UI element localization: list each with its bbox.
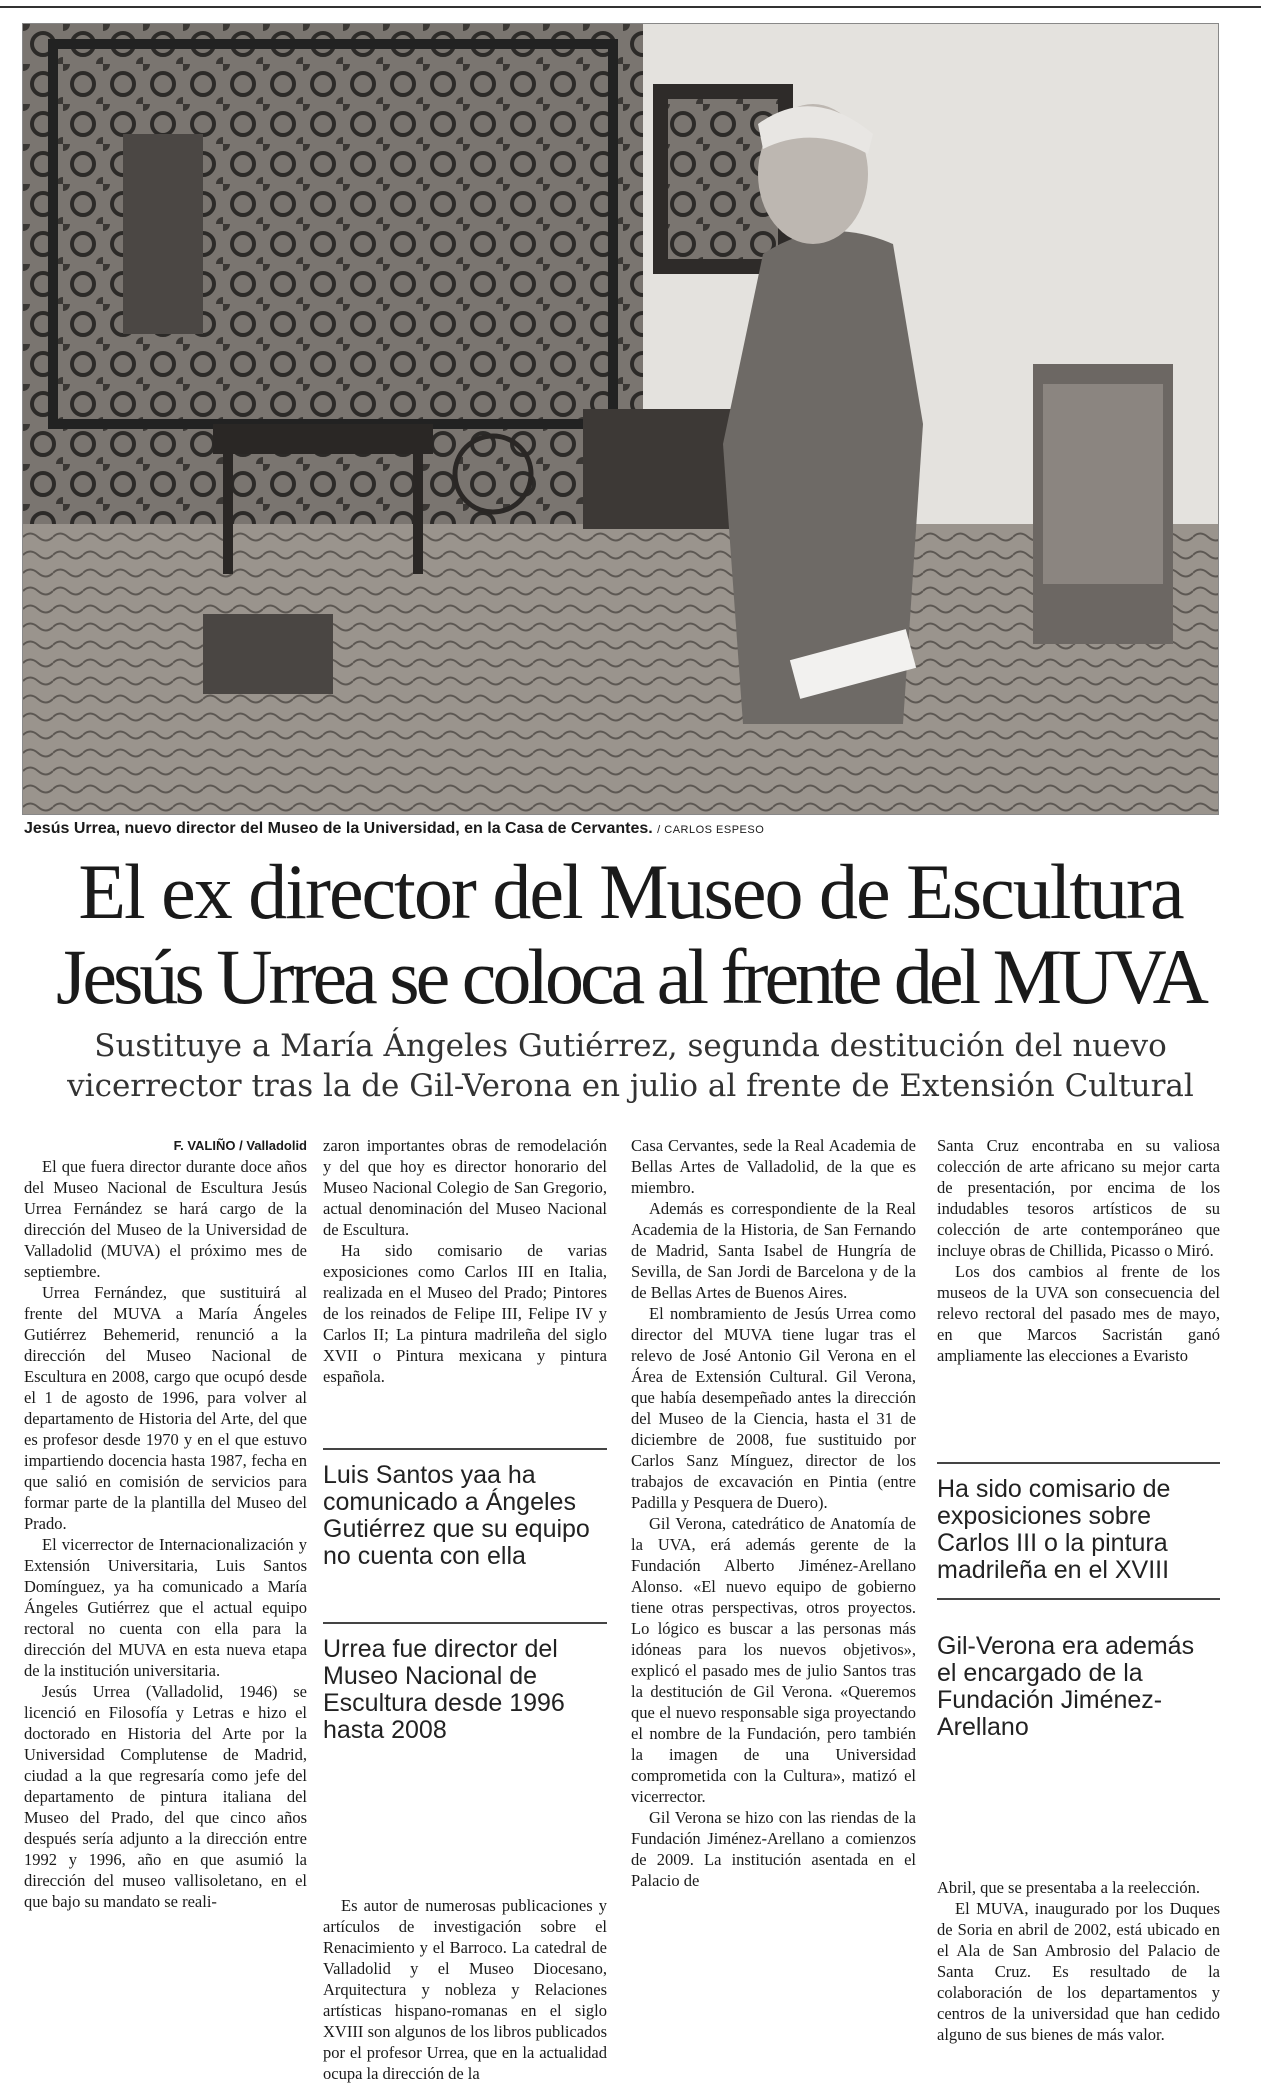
paragraph: Abril, que se presentaba a la reelección.	[937, 1878, 1200, 1897]
pullquote-4	[937, 1633, 1220, 1741]
paragraph: Santa Cruz encontraba en su valiosa colección de arte africano su mejor carta de presentación, por encima de los indudables tesoros artísticos de su colección de arte contemporáneo que incluye obras de Chillida, Picasso o Miró.	[937, 1136, 1220, 1260]
paragraph: Es autor de numerosas publicaciones y artículos de investigación sobre el Renacimiento y el Barroco. La catedral de Valladolid y el Museo Diocesano, Arquitectura y nobleza y Relaciones artísticas hispano-romanas en el siglo XVIII son algunos de los libros publicados por el profesor Urrea, que en la actualidad ocupa la dirección de la	[323, 1896, 607, 2083]
paragraph: Los dos cambios al frente de los museos de la UVA son consecuencia del relevo rectoral del pasado mes de mayo, en que Marcos Sacristán ganó ampliamente las elecciones a Evaristo	[937, 1262, 1220, 1365]
column-4-continued	[937, 1877, 1220, 2045]
top-rule	[0, 6, 1261, 8]
pullquote-text: Urrea fue director del Museo Nacional de Escultura desde 1996 hasta 2008	[323, 1635, 565, 1744]
paragraph: Gil Verona, catedrático de Anatomía de la UVA, erá además gerente de la Fundación Alberto Jiménez-Arellano Alonso. «El nuevo equipo de gobierno tiene otras perspectivas, otros proyectos. Lo lógico es buscar a las personas más idóneas para los nuevos objetivos», explicó el pasado mes de julio Santos tras la destitución de Gil Verona. «Queremos que el nuevo responsable siga proyectando el nombre de la Fundación, pero también la imagen de una Universidad comprometida con la Cultura», matizó el vicerrector.	[631, 1514, 916, 1806]
paragraph: El que fuera director durante doce años del Museo Nacional de Escultura Jesús Urrea Fernández se hará cargo de la dirección del Museo de la Universidad de Valladolid (MUVA) el próximo mes de septiembre.	[24, 1157, 307, 1281]
pullquote-rule	[323, 1622, 607, 1624]
caption-text: Jesús Urrea, nuevo director del Museo de la Universidad, en la Casa de Cervantes.	[24, 820, 653, 837]
headline-line-1: El ex director del Museo de Escultura	[78, 848, 1183, 935]
paragraph: Ha sido comisario de varias exposiciones como Carlos III en Italia, realizada en el Museo del Prado; Pintores de los reinados de Felipe III, Felipe IV y Carlos II; La pintura madrileña del siglo XVII o Pintura mexicana y pintura española.	[323, 1241, 607, 1386]
paragraph: El nombramiento de Jesús Urrea como director del MUVA tiene lugar tras el relevo de José Antonio Gil Verona en el Área de Extensión Cultural. Gil Verona, que había desempeñado antes la dirección del Museo de la Ciencia, hasta el 31 de diciembre de 2008, fue sustituido por Carlos Sanz Mínguez, director de los trabajos de excavación en Pintia (entre Padilla y Pesquera de Duero).	[631, 1304, 916, 1512]
paragraph: El vicerrector de Internacionalización y Extensión Universitaria, Luis Santos Domínguez, ya ha comunicado a María Ángeles Gutiérrez que el actual equipo rectoral no cuenta con ella para la dirección del MUVA en esta nueva etapa de la institución universitaria.	[24, 1535, 307, 1680]
pullquote-1	[323, 1448, 607, 1570]
paragraph: Gil Verona se hizo con las riendas de la Fundación Jiménez-Arellano a comienzos de 2009. La institución asentada en el Palacio de	[631, 1808, 916, 1890]
column-4	[937, 1135, 1220, 1366]
paragraph: zaron importantes obras de remodelación y del que hoy es director honorario del Museo Nacional Colegio de San Gregorio, actual denominación del Museo Nacional de Escultura.	[323, 1136, 607, 1239]
column-3	[631, 1135, 916, 1891]
column-2-continued	[323, 1895, 607, 2084]
paragraph: Casa Cervantes, sede la Real Academia de Bellas Artes de Valladolid, de la que es miembro.	[631, 1136, 916, 1197]
subheadline-line-1: Sustituye a María Ángeles Gutiérrez, segunda destitución del nuevo	[94, 1028, 1167, 1064]
paragraph: Además es correspondiente de la Real Academia de la Historia, de San Fernando de Madrid, Santa Isabel de Hungría de Sevilla, de San Jordi de Barcelona y de la de Bellas Artes de Buenos Aires.	[631, 1199, 916, 1302]
photo-credit: / CARLOS ESPESO	[657, 824, 765, 836]
column-1	[24, 1135, 307, 1912]
photo-illustration	[23, 24, 1218, 814]
pullquote-rule	[937, 1462, 1220, 1464]
pullquote-2	[323, 1622, 607, 1744]
paragraph: El MUVA, inaugurado por los Duques de Soria en abril de 2002, está ubicado en el Ala de San Ambrosio del Palacio de Santa Cruz. Es resultado de la colaboración de los departamentos y centros de la universidad que han cedido alguno de sus bienes de más valor.	[937, 1899, 1220, 2044]
article-photo	[22, 23, 1219, 815]
photo-caption	[24, 820, 764, 838]
subheadline-line-2: vicerrector tras la de Gil-Verona en julio al frente de Extensión Cultural	[67, 1068, 1194, 1104]
pullquote-text: Luis Santos yaa ha comunicado a Ángeles Gutiérrez que su equipo no cuenta con ella	[323, 1461, 590, 1570]
column-2	[323, 1135, 607, 1387]
pullquote-rule	[937, 1598, 1220, 1600]
pullquote-3	[937, 1462, 1220, 1600]
paragraph: Urrea Fernández, que sustituirá al frente del MUVA a María Ángeles Gutiérrez Behemerid, renunció a la dirección del Museo Nacional de Escultura en 2008, cargo que ocupó desde el 1 de agosto de 1996, para volver al departamento de Historia del Arte, del que es profesor desde 1970 y en el que estuvo impartiendo docencia hasta 1987, fecha en que salió en comisión de servicios para formar parte de la plantilla del Museo del Prado.	[24, 1283, 307, 1533]
headline-line-2: Jesús Urrea se coloca al frente del MUVA	[56, 933, 1205, 1020]
pullquote-rule	[323, 1448, 607, 1450]
paragraph: Jesús Urrea (Valladolid, 1946) se licenció en Filosofía y Letras e hizo el doctorado en Historia del Arte por la Universidad Complutense de Madrid, ciudad a la que regresaría como jefe del departamento de pintura italiana del Museo del Prado, del que cinco años después sería adjunto a la dirección entre 1992 y 1996, año en que asumió la dirección del museo vallisoletano, en el que bajo su mandato se reali-	[24, 1682, 307, 1911]
pullquote-text: Ha sido comisario de exposiciones sobre Carlos III o la pintura madrileña en el XVIII	[937, 1475, 1171, 1584]
pullquote-text: Gil-Verona era además el encargado de la Fundación Jiménez-Arellano	[937, 1632, 1195, 1741]
byline: F. VALIÑO / Valladolid	[173, 1138, 307, 1153]
